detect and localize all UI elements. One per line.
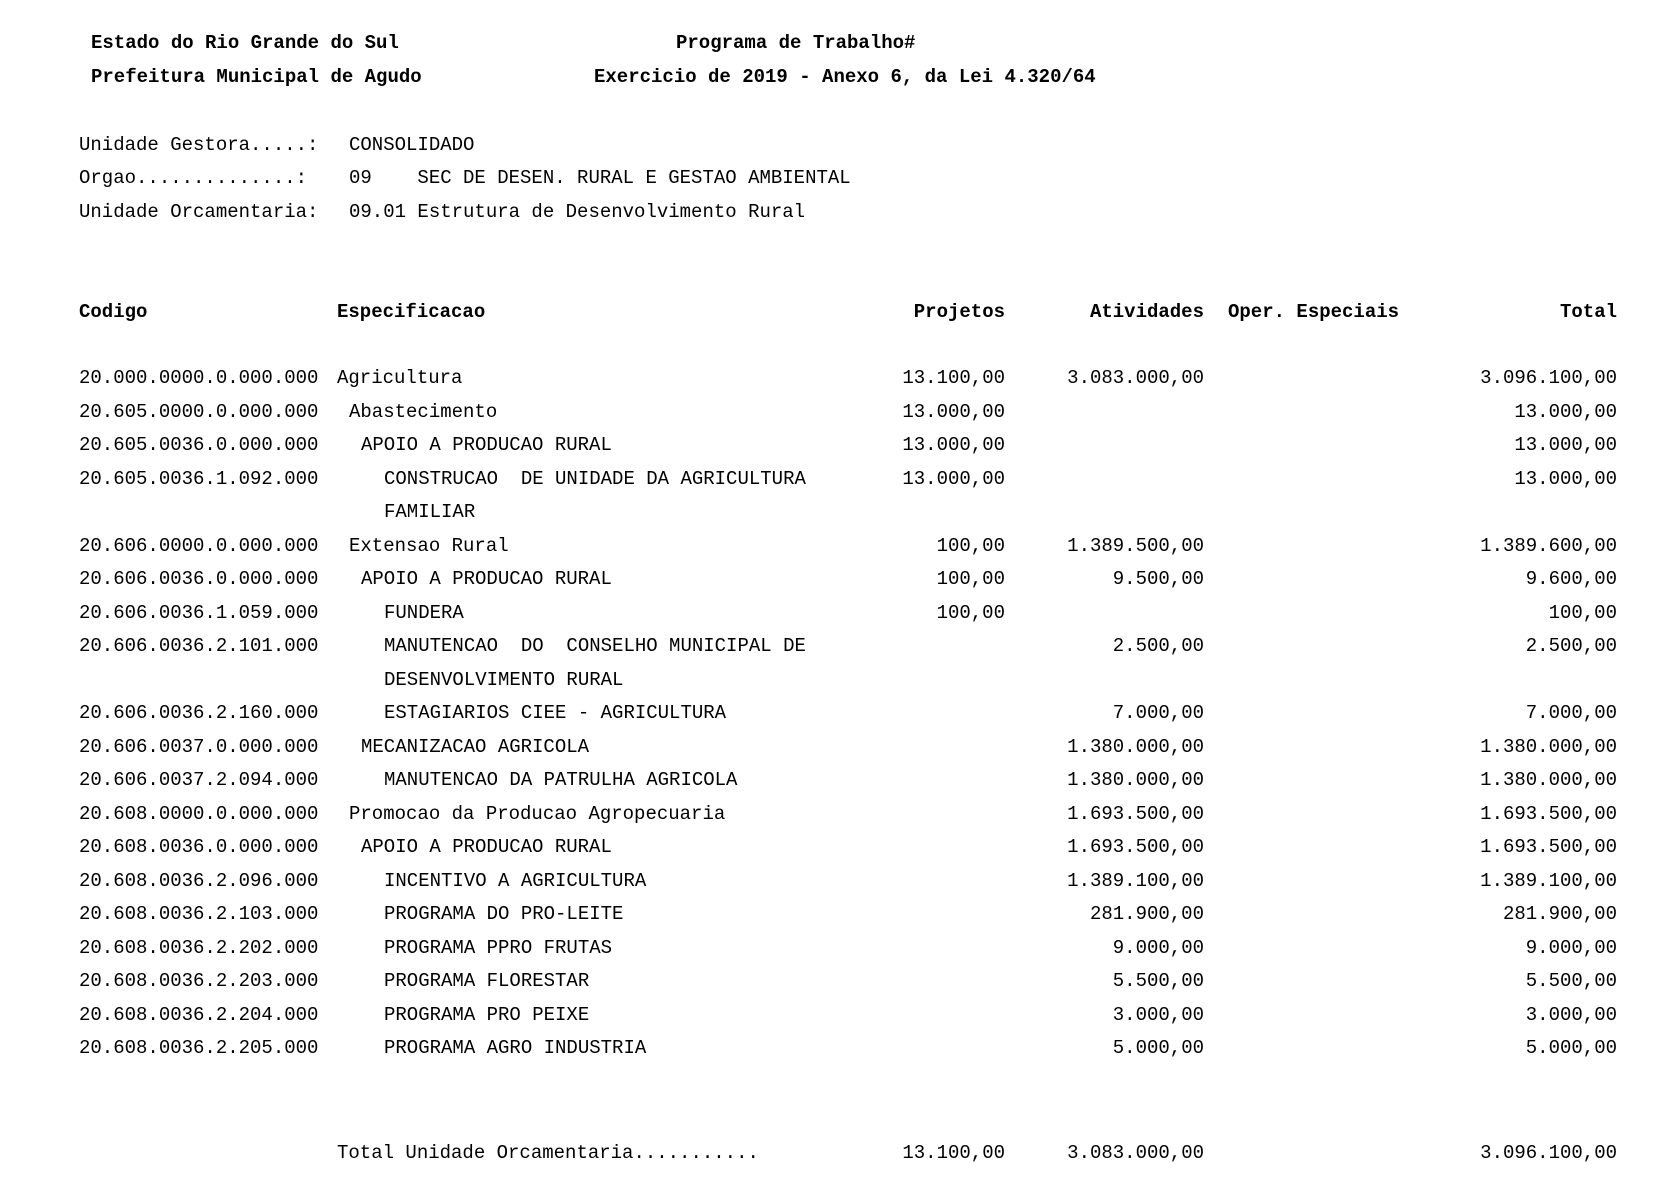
row-atividades: 5.000,00 bbox=[1112, 1037, 1204, 1059]
info-label-unidade-orcamentaria: Unidade Orcamentaria: bbox=[79, 201, 319, 223]
row-total: 3.096.100,00 bbox=[1480, 367, 1617, 389]
row-atividades: 3.083.000,00 bbox=[1067, 367, 1204, 389]
row-especificacao: FAMILIAR bbox=[384, 501, 476, 523]
row-atividades: 9.500,00 bbox=[1112, 568, 1204, 590]
row-total: 9.000,00 bbox=[1525, 936, 1617, 959]
table-row bbox=[0, 635, 1653, 669]
row-projetos: 100,00 bbox=[936, 568, 1005, 590]
row-code: 20.606.0000.0.000.000 bbox=[79, 534, 319, 557]
column-header-atividades: Atividades bbox=[1089, 301, 1204, 323]
row-code: 20.608.0036.2.203.000 bbox=[79, 970, 319, 992]
row-code: 20.605.0036.0.000.000 bbox=[79, 434, 319, 456]
row-total: 7.000,00 bbox=[1525, 702, 1617, 724]
row-atividades: 5.500,00 bbox=[1112, 970, 1204, 992]
row-especificacao: APOIO A PRODUCAO RURAL bbox=[361, 434, 612, 456]
row-total: 281.900,00 bbox=[1502, 903, 1617, 925]
row-atividades: 1.380.000,00 bbox=[1067, 769, 1204, 791]
row-code: 20.605.0036.1.092.000 bbox=[79, 467, 319, 490]
row-especificacao: PROGRAMA PPRO FRUTAS bbox=[384, 936, 613, 959]
row-especificacao: APOIO A PRODUCAO RURAL bbox=[361, 568, 612, 590]
table-row bbox=[0, 903, 1653, 937]
info-value-orgao: 09 SEC DE DESEN. RURAL E GESTAO AMBIENTAL bbox=[349, 167, 851, 189]
row-total: 1.693.500,00 bbox=[1480, 802, 1617, 825]
table-row bbox=[0, 970, 1653, 1004]
row-projetos: 100,00 bbox=[936, 601, 1005, 624]
row-projetos: 13.100,00 bbox=[902, 367, 1005, 389]
row-code: 20.000.0000.0.000.000 bbox=[79, 367, 319, 389]
row-atividades: 281.900,00 bbox=[1089, 903, 1204, 925]
row-total: 13.000,00 bbox=[1514, 467, 1617, 490]
row-especificacao: PROGRAMA AGRO INDUSTRIA bbox=[384, 1037, 647, 1059]
total-row-projetos: 13.100,00 bbox=[902, 1142, 1005, 1164]
row-total: 9.600,00 bbox=[1525, 568, 1617, 590]
table-row bbox=[0, 1004, 1653, 1038]
row-projetos: 100,00 bbox=[936, 534, 1005, 557]
row-especificacao: Agricultura bbox=[337, 367, 463, 389]
column-header-especificacao: Especificacao bbox=[337, 301, 486, 323]
row-total: 1.389.600,00 bbox=[1480, 534, 1617, 557]
column-header-codigo: Codigo bbox=[79, 301, 148, 323]
row-total: 1.380.000,00 bbox=[1480, 735, 1617, 758]
municipality-title: Prefeitura Municipal de Agudo bbox=[91, 66, 422, 88]
table-row bbox=[0, 937, 1653, 971]
row-total: 100,00 bbox=[1548, 601, 1617, 624]
row-atividades: 1.693.500,00 bbox=[1067, 802, 1204, 825]
column-header-oper-especiais: Oper. Especiais bbox=[1228, 301, 1400, 323]
row-especificacao: PROGRAMA DO PRO-LEITE bbox=[384, 903, 624, 925]
row-code: 20.608.0036.2.205.000 bbox=[79, 1037, 319, 1059]
row-code: 20.606.0037.2.094.000 bbox=[79, 769, 319, 791]
table-row bbox=[0, 769, 1653, 803]
table-row bbox=[0, 535, 1653, 569]
total-row-atividades: 3.083.000,00 bbox=[1067, 1142, 1204, 1164]
row-especificacao: CONSTRUCAO DE UNIDADE DA AGRICULTURA bbox=[384, 467, 806, 490]
row-code: 20.608.0036.2.103.000 bbox=[79, 903, 319, 925]
row-especificacao: INCENTIVO A AGRICULTURA bbox=[384, 869, 647, 892]
table-row bbox=[0, 501, 1653, 535]
row-total: 13.000,00 bbox=[1514, 434, 1617, 456]
row-especificacao: ESTAGIARIOS CIEE - AGRICULTURA bbox=[384, 702, 727, 724]
total-row-label: Total Unidade Orcamentaria........... bbox=[337, 1142, 759, 1164]
row-total: 13.000,00 bbox=[1514, 400, 1617, 423]
table-row bbox=[0, 602, 1653, 636]
info-label-orgao: Orgao..............: bbox=[79, 167, 308, 189]
table-row bbox=[0, 568, 1653, 602]
table-row bbox=[0, 870, 1653, 904]
row-code: 20.608.0000.0.000.000 bbox=[79, 802, 319, 825]
info-label-unidade-gestora: Unidade Gestora.....: bbox=[79, 134, 319, 156]
row-total: 2.500,00 bbox=[1525, 635, 1617, 657]
row-total: 1.380.000,00 bbox=[1480, 769, 1617, 791]
table-row bbox=[0, 434, 1653, 468]
row-projetos: 13.000,00 bbox=[902, 467, 1005, 490]
table-row bbox=[0, 702, 1653, 736]
info-value-unidade-orcamentaria: 09.01 Estrutura de Desenvolvimento Rural bbox=[349, 201, 806, 223]
row-code: 20.608.0036.2.096.000 bbox=[79, 869, 319, 892]
row-code: 20.608.0036.2.204.000 bbox=[79, 1003, 319, 1026]
column-header-total: Total bbox=[1559, 301, 1617, 323]
row-especificacao: Abastecimento bbox=[349, 400, 498, 423]
row-code: 20.606.0036.2.160.000 bbox=[79, 702, 319, 724]
row-especificacao: Extensao Rural bbox=[349, 534, 509, 557]
row-total: 3.000,00 bbox=[1525, 1003, 1617, 1026]
total-row-total: 3.096.100,00 bbox=[1480, 1142, 1617, 1164]
row-especificacao: PROGRAMA FLORESTAR bbox=[384, 970, 590, 992]
row-code: 20.606.0036.0.000.000 bbox=[79, 568, 319, 590]
row-especificacao: MANUTENCAO DO CONSELHO MUNICIPAL DE bbox=[384, 635, 806, 657]
table-row bbox=[0, 669, 1653, 703]
table-row bbox=[0, 1037, 1653, 1071]
table-row bbox=[0, 836, 1653, 870]
row-especificacao: DESENVOLVIMENTO RURAL bbox=[384, 668, 624, 691]
row-total: 1.693.500,00 bbox=[1480, 836, 1617, 858]
row-atividades: 2.500,00 bbox=[1112, 635, 1204, 657]
row-especificacao: MECANIZACAO AGRICOLA bbox=[361, 735, 590, 758]
row-total: 5.500,00 bbox=[1525, 970, 1617, 992]
exercise-title: Exercicio de 2019 - Anexo 6, da Lei 4.320/64 bbox=[594, 66, 1096, 88]
row-code: 20.608.0036.2.202.000 bbox=[79, 936, 319, 959]
row-projetos: 13.000,00 bbox=[902, 434, 1005, 456]
table-row bbox=[0, 401, 1653, 435]
table-row bbox=[0, 468, 1653, 502]
row-total: 5.000,00 bbox=[1525, 1037, 1617, 1059]
table-row bbox=[0, 736, 1653, 770]
row-code: 20.608.0036.0.000.000 bbox=[79, 836, 319, 858]
row-code: 20.606.0036.1.059.000 bbox=[79, 601, 319, 624]
total-row bbox=[0, 1142, 1653, 1176]
row-atividades: 9.000,00 bbox=[1112, 936, 1204, 959]
row-especificacao: Promocao da Producao Agropecuaria bbox=[349, 802, 726, 825]
state-title: Estado do Rio Grande do Sul bbox=[91, 32, 399, 54]
row-atividades: 3.000,00 bbox=[1112, 1003, 1204, 1026]
table-row bbox=[0, 803, 1653, 837]
info-value-unidade-gestora: CONSOLIDADO bbox=[349, 134, 475, 156]
row-atividades: 7.000,00 bbox=[1112, 702, 1204, 724]
row-especificacao: FUNDERA bbox=[384, 601, 464, 624]
row-atividades: 1.389.500,00 bbox=[1067, 534, 1204, 557]
row-atividades: 1.380.000,00 bbox=[1067, 735, 1204, 758]
row-especificacao: MANUTENCAO DA PATRULHA AGRICOLA bbox=[384, 769, 738, 791]
row-especificacao: APOIO A PRODUCAO RURAL bbox=[361, 836, 612, 858]
program-title: Programa de Trabalho# bbox=[676, 32, 916, 54]
row-atividades: 1.389.100,00 bbox=[1067, 869, 1204, 892]
row-code: 20.606.0037.0.000.000 bbox=[79, 735, 319, 758]
row-especificacao: PROGRAMA PRO PEIXE bbox=[384, 1003, 590, 1026]
table-row bbox=[0, 367, 1653, 401]
row-code: 20.605.0000.0.000.000 bbox=[79, 400, 319, 423]
row-total: 1.389.100,00 bbox=[1480, 869, 1617, 892]
column-header-projetos: Projetos bbox=[913, 301, 1005, 323]
row-code: 20.606.0036.2.101.000 bbox=[79, 635, 319, 657]
row-atividades: 1.693.500,00 bbox=[1067, 836, 1204, 858]
row-projetos: 13.000,00 bbox=[902, 400, 1005, 423]
